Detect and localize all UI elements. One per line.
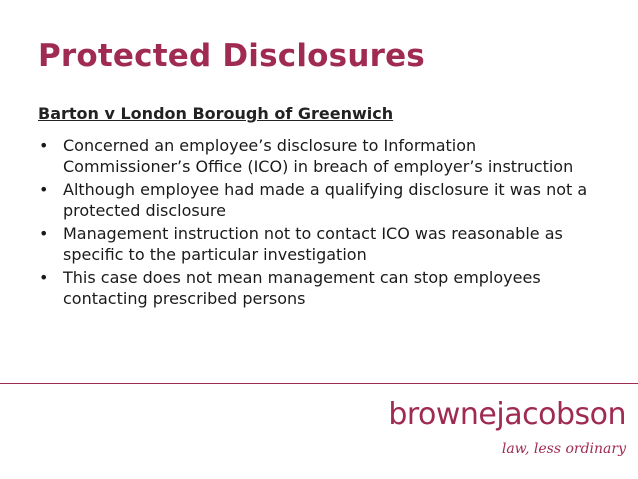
footer-divider bbox=[0, 383, 638, 384]
bullet-text: Concerned an employee’s disclosure to Information Commissioner’s Office (ICO) in breach of employer’s instruction bbox=[63, 136, 574, 176]
bullet-item bbox=[38, 135, 608, 177]
slide-title: Protected Disclosures bbox=[38, 38, 425, 74]
bullet-dot: • bbox=[39, 136, 49, 155]
bullet-list bbox=[38, 135, 608, 311]
bullet-text: This case does not mean management can stop employees contacting prescribed persons bbox=[63, 268, 541, 308]
bullet-dot: • bbox=[39, 224, 49, 243]
bullet-item bbox=[38, 267, 608, 309]
bullet-text: Management instruction not to contact ICO was reasonable as specific to the particular investigation bbox=[63, 224, 563, 264]
logo-wordmark: brownejacobson bbox=[388, 397, 626, 432]
case-heading: Barton v London Borough of Greenwich bbox=[38, 104, 394, 123]
bullet-item bbox=[38, 223, 608, 265]
logo-tagline: law, less ordinary bbox=[501, 441, 626, 457]
bullet-dot: • bbox=[39, 268, 49, 287]
bullet-item bbox=[38, 179, 608, 221]
bullet-dot: • bbox=[39, 180, 49, 199]
company-logo bbox=[384, 397, 626, 467]
bullet-text: Although employee had made a qualifying disclosure it was not a protected disclosure bbox=[63, 180, 588, 220]
